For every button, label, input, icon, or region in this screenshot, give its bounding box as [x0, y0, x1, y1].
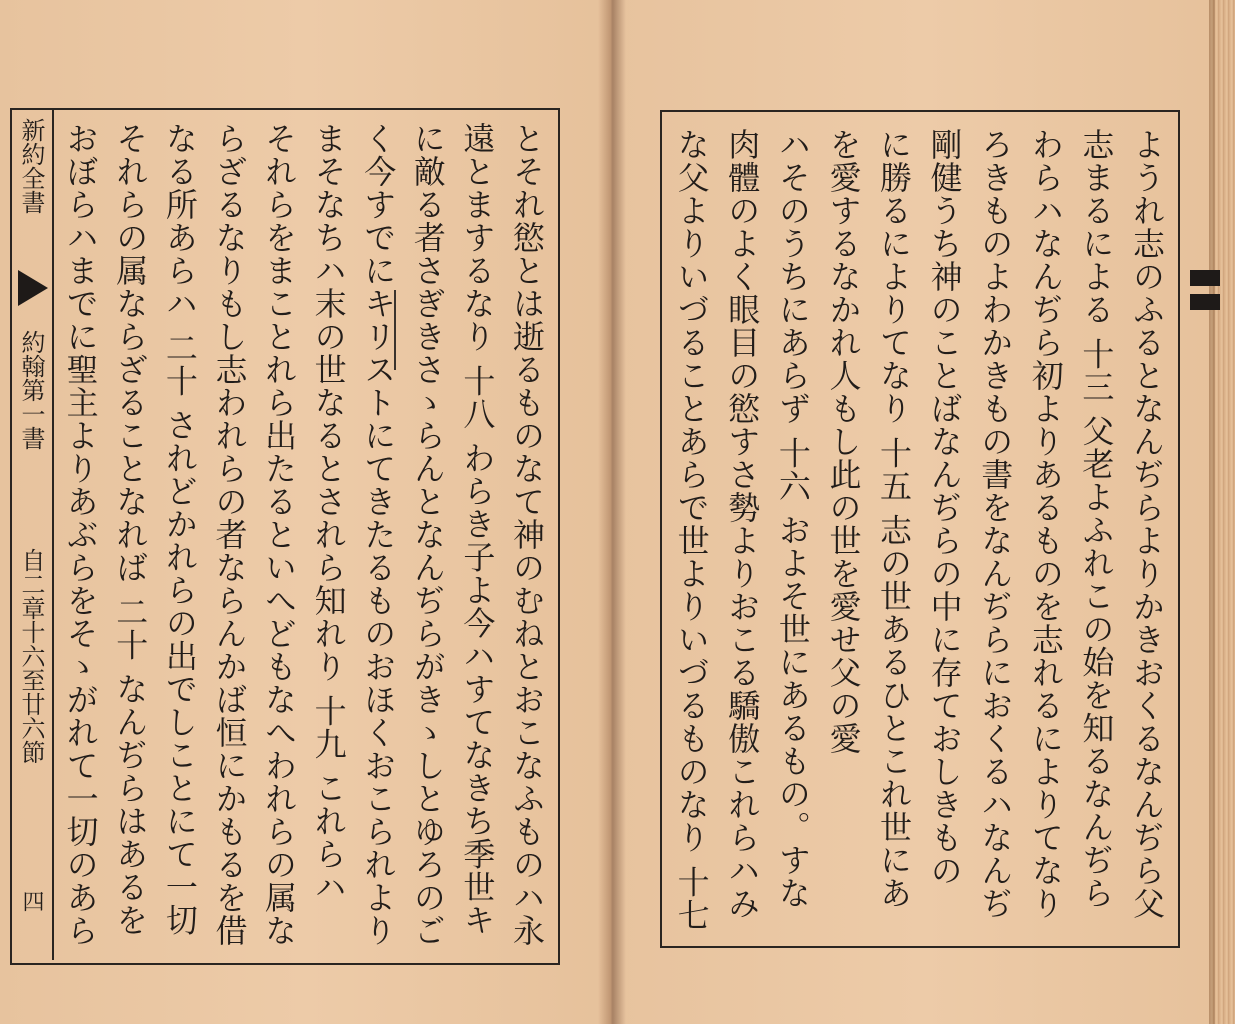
book-title: 新約全書: [17, 118, 45, 214]
text-column: に勝るによりてなり 十五 志の世あるひとこれ世にあ: [875, 128, 914, 910]
book-gutter: [598, 0, 626, 1024]
text-column: 遠とまするなり 十八 わらき子よ今ハすてなきち季世キ: [458, 122, 497, 937]
text-column: 肉體のよく眼目の慾すさ勢よりおこる驕傲これらハみ: [723, 128, 762, 920]
text-column: を愛するなかれ人もし此の世を愛せ父の愛: [824, 128, 863, 755]
margin-band: [12, 110, 54, 960]
page-edges: [1209, 0, 1235, 1024]
text-column: く今すでにキリストにてきたるものおほくおこられより: [359, 122, 398, 947]
folio-number: 四: [19, 890, 44, 912]
left-text-columns: [62, 122, 548, 952]
verse-range: 自二章十六至廿六節: [17, 548, 45, 764]
text-column: らざるなりもし志われらの者ならんかば恒にかもるを借: [210, 122, 249, 947]
right-fish-tail-marker-icon: [1190, 270, 1220, 310]
text-column: ろきものよわかきもの書をなんぢらにおくるハなんぢ: [976, 128, 1015, 920]
chapter-label: 約翰第一書: [17, 330, 45, 450]
text-column: それらをまことれら出たるといへどもなへわれらの属な: [260, 122, 299, 947]
text-column: まそなちハ末の世なるとされら知れり 十九 これらハ: [310, 122, 348, 904]
text-column: ようれ志のふるとなんぢらよりかきおくるなんぢら父: [1128, 128, 1166, 920]
text-column: 剛健うち神のことばなんぢらの中に存ておしきもの: [925, 128, 964, 887]
right-text-columns: [672, 128, 1168, 938]
text-column: わらハなんぢら初よりあるものを志れるによりてなり: [1026, 128, 1065, 920]
text-column: に敵る者さぎきさゝらんとなんぢらがきゝしとゆろのご: [409, 122, 447, 947]
text-column: おぼらハまでに聖主よりあぶらをそゝがれて一切のあら: [62, 122, 100, 947]
text-column: 志まるによる 十三 父老よふれこの始を知るなんぢら: [1077, 128, 1116, 910]
text-column: なる所あらハ 二十 されどかれらの出でしことにて一切: [161, 122, 199, 937]
text-column: それらの属ならざることなれば 二十 なんぢらはあるを: [111, 122, 150, 937]
text-column: な父よりいづることあらで世よりいづるものなり 十七: [672, 128, 711, 932]
fish-tail-marker-icon: [18, 270, 48, 306]
text-column: ハそのうちにあらず 十六 およそ世にあるもの。すな: [773, 128, 812, 910]
text-column: とそれ慾とは逝るものなて神のむねとおこなふものハ永: [508, 122, 546, 947]
